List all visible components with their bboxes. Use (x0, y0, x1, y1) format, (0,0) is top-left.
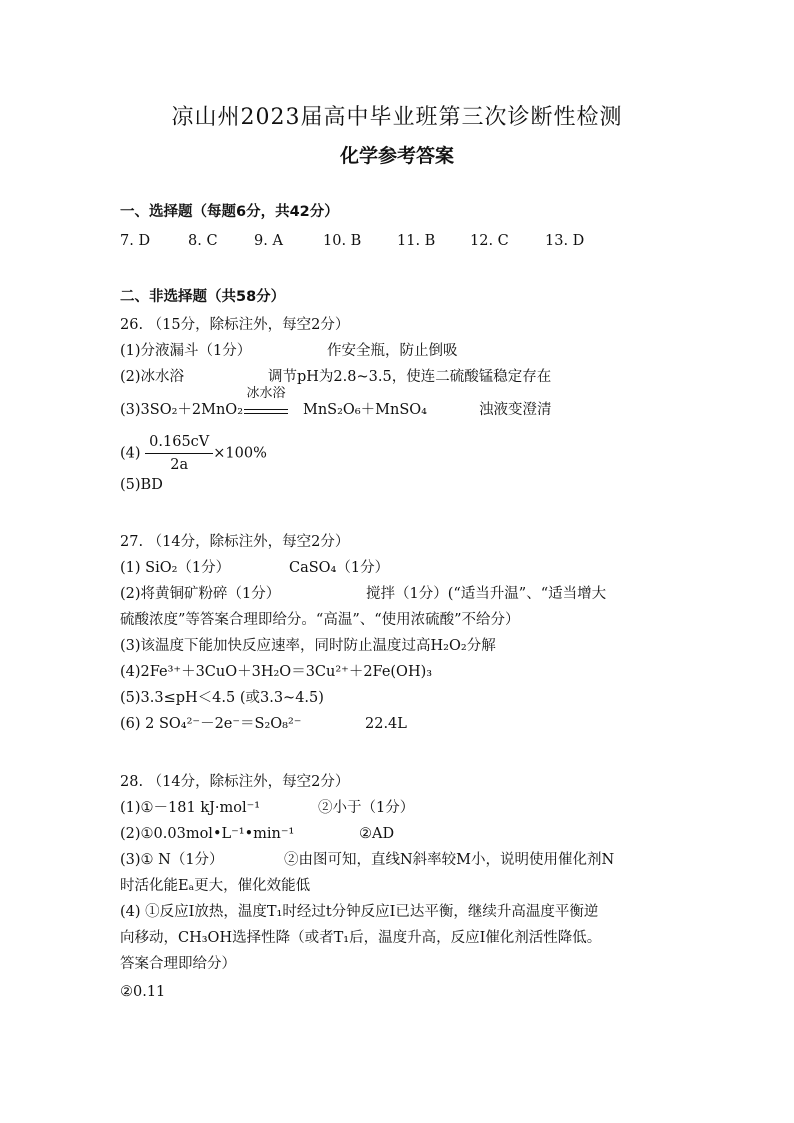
document-title: 凉山州2023届高中毕业班第三次诊断性检测 (171, 105, 623, 130)
q26-answer-4-prefix: (4) (120, 445, 141, 462)
q27-answer-2c: 硫酸浓度”等答案合理即给分。“高温”、“使用浓硫酸”不给分） (120, 612, 520, 628)
q28-answer-4d: ②0.11 (120, 984, 166, 1000)
q28-answer-3b: ②由图可知，直线N斜率较M小，说明使用催化剂N (284, 852, 615, 868)
q28-answer-1b: ②小于（1分） (318, 800, 415, 816)
q28-answer-2a: (2)①0.03mol•L⁻¹•min⁻¹ (120, 826, 295, 842)
choice-answer: 10. B (323, 233, 362, 249)
q27-answer-1b: CaSO₄（1分） (289, 560, 390, 576)
q26-answer-5: (5)BD (120, 477, 163, 493)
q27-answer-6b: 22.4L (365, 716, 407, 732)
choice-answer: 11. B (397, 233, 436, 249)
choice-answer: 9. A (254, 233, 283, 249)
q28-answer-4b: 向移动，CH₃OH选择性降（或者T₁后，温度升高，反应I催化剂活性降低。 (120, 930, 602, 946)
fraction-numerator: 0.165cV (145, 433, 213, 454)
q27-answer-2a: (2)将黄铜矿粉碎（1分） (120, 586, 281, 602)
fraction (145, 433, 213, 474)
q27-answer-4: (4)2Fe³⁺＋3CuO＋3H₂O＝3Cu²⁺＋2Fe(OH)₃ (120, 664, 433, 680)
q26-answer-3b: MnS₂O₆＋MnSO₄ (303, 402, 427, 418)
q27-answer-2b: 搅拌（1分）(“适当升温”、“适当增大 (366, 586, 607, 602)
q26-answer-2b: 调节pH为2.8~3.5，使连二硫酸锰稳定存在 (268, 369, 552, 385)
fraction-denominator: 2a (170, 457, 189, 473)
reaction-condition-sign (244, 386, 288, 420)
q27-answer-1a: (1) SiO₂（1分） (120, 560, 231, 576)
choice-answer: 12. C (470, 233, 509, 249)
q28-answer-4c: 答案合理即给分） (120, 956, 236, 972)
reaction-condition: 冰水浴 (246, 386, 286, 401)
q26-answer-4 (120, 433, 267, 474)
q26-answer-2a: (2)冰水浴 (120, 369, 185, 385)
section-heading-choice: 一、选择题（每题6分，共42分） (120, 204, 339, 220)
q26-answer-4-suffix: ×100% (213, 445, 267, 462)
q28-answer-2b: ②AD (359, 826, 395, 842)
q26-answer-1a: (1)分液漏斗（1分） (120, 343, 252, 359)
q28-heading: 28. （14分，除标注外，每空2分） (120, 774, 350, 790)
q28-answer-3c: 时活化能Eₐ更大，催化效能低 (120, 878, 311, 894)
q27-answer-3: (3)该温度下能加快反应速率，同时防止温度过高H₂O₂分解 (120, 638, 496, 654)
q28-answer-4a: (4) ①反应I放热，温度T₁时经过t分钟反应I已达平衡，继续升高温度平衡逆 (120, 904, 599, 920)
choice-answer: 13. D (545, 233, 585, 249)
section-heading-nonchoice: 二、非选择题（共58分） (120, 289, 286, 305)
q27-heading: 27. （14分，除标注外，每空2分） (120, 534, 350, 550)
choice-answer: 8. C (188, 233, 218, 249)
q26-answer-3a: (3)3SO₂＋2MnO₂ (120, 402, 244, 418)
q26-answer-1b: 作安全瓶，防止倒吸 (327, 343, 458, 359)
q28-answer-3a: (3)① N（1分） (120, 852, 224, 868)
document-subtitle: 化学参考答案 (339, 145, 454, 167)
q28-answer-1a: (1)①－181 kJ·mol⁻¹ (120, 800, 261, 816)
q26-heading: 26. （15分，除标注外，每空2分） (120, 317, 350, 333)
q26-answer-3c: 浊液变澄清 (479, 402, 552, 418)
q27-answer-6a: (6) 2 SO₄²⁻－2e⁻＝S₂O₈²⁻ (120, 716, 302, 732)
q27-answer-5: (5)3.3≤pH＜4.5 (或3.3~4.5) (120, 690, 324, 706)
choice-answer: 7. D (120, 233, 151, 249)
